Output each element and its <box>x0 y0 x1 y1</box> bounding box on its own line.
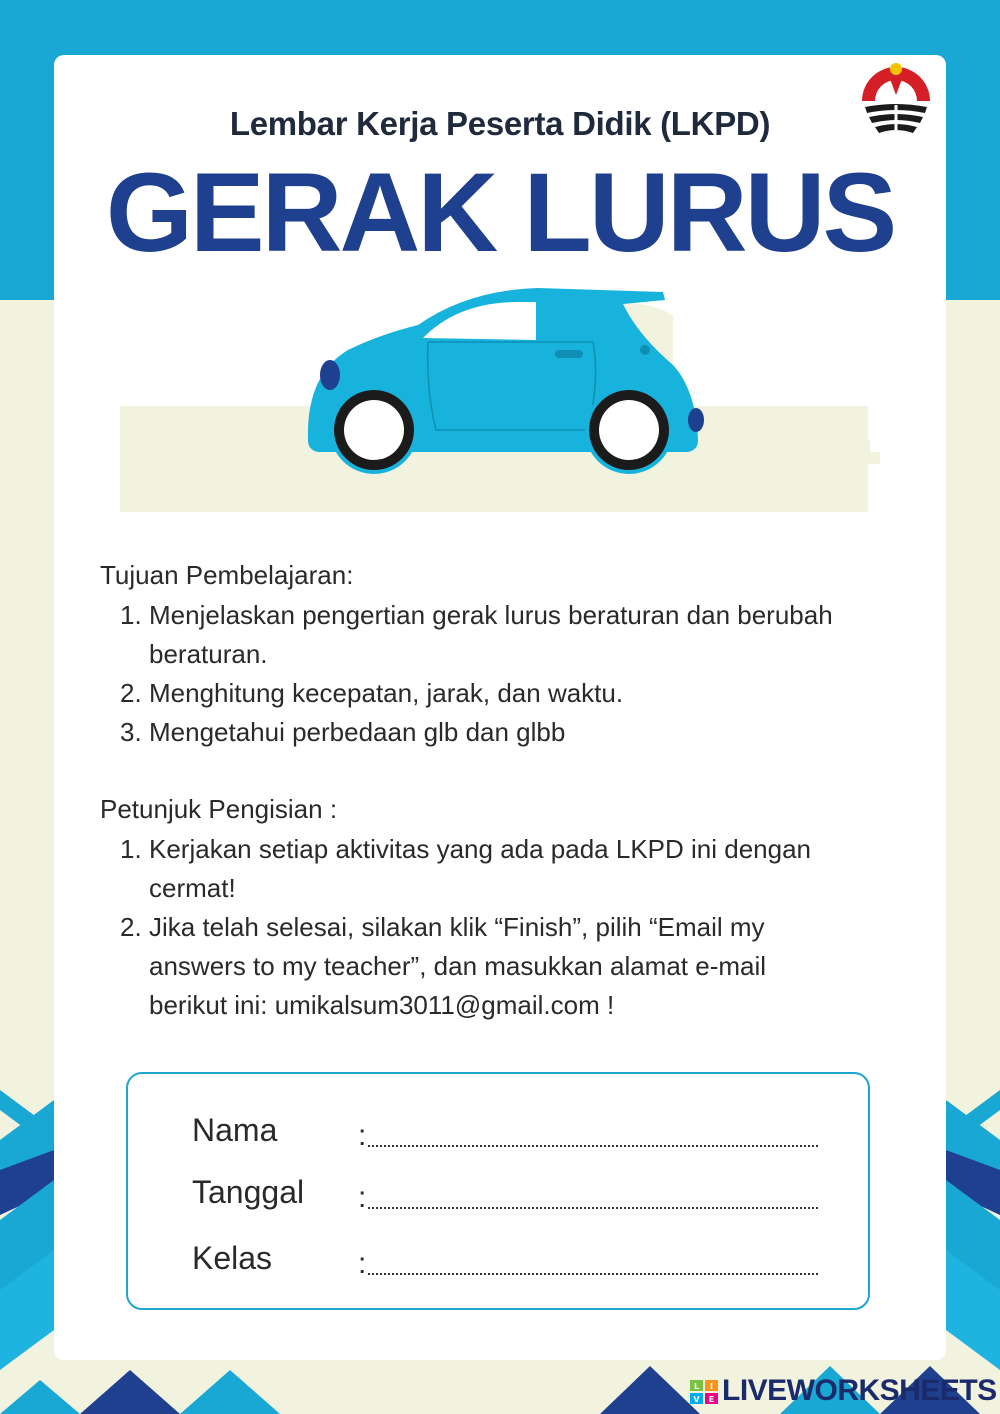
class-field[interactable] <box>192 1233 822 1280</box>
list-item: 2. Jika telah selesai, silakan klik “Finish”, pilih “Email my answers to my teacher”, dan masukkan alamat e-mail berikut ini: umikalsum3011@gmail.com ! <box>120 912 767 1020</box>
liveworksheets-watermark <box>690 1374 997 1408</box>
logo-letter: L <box>693 1382 700 1391</box>
date-colon: : <box>358 1181 367 1214</box>
class-colon: : <box>358 1247 367 1280</box>
car-illustration <box>118 280 888 520</box>
instructions-heading: Petunjuk Pengisian : <box>100 794 338 824</box>
worksheet-subtitle: Lembar Kerja Peserta Didik (LKPD) <box>229 105 771 142</box>
class-input-line[interactable] <box>368 1273 818 1275</box>
watermark-text: LIVEWORKSHEETS <box>722 1374 997 1407</box>
name-colon: : <box>358 1119 367 1152</box>
date-label: Tanggal <box>192 1174 305 1210</box>
list-item: 2. Menghitung kecepatan, jarak, dan waktu. <box>120 678 624 708</box>
logo-letter: E <box>708 1395 715 1404</box>
logo-letter: V <box>693 1395 700 1404</box>
liveworksheets-logo-icon <box>690 1380 718 1404</box>
logo-letter: I <box>710 1382 713 1391</box>
name-input-line[interactable] <box>368 1145 818 1147</box>
date-input-line[interactable] <box>368 1207 818 1209</box>
instructions-list <box>120 830 820 1025</box>
date-field[interactable] <box>192 1167 822 1214</box>
list-item: 1. Kerjakan setiap aktivitas yang ada pada LKPD ini dengan cermat! <box>120 834 811 903</box>
objectives-list <box>120 596 840 752</box>
list-item: 3. Mengetahui perbedaan glb dan glbb <box>120 717 566 747</box>
name-label: Nama <box>192 1112 278 1148</box>
name-field[interactable] <box>192 1105 822 1152</box>
list-item: 1. Menjelaskan pengertian gerak lurus beraturan dan berubah beraturan. <box>120 600 833 669</box>
class-label: Kelas <box>192 1240 273 1276</box>
page-title: GERAK LURUS <box>105 150 895 275</box>
objectives-heading: Tujuan Pembelajaran: <box>100 560 354 590</box>
